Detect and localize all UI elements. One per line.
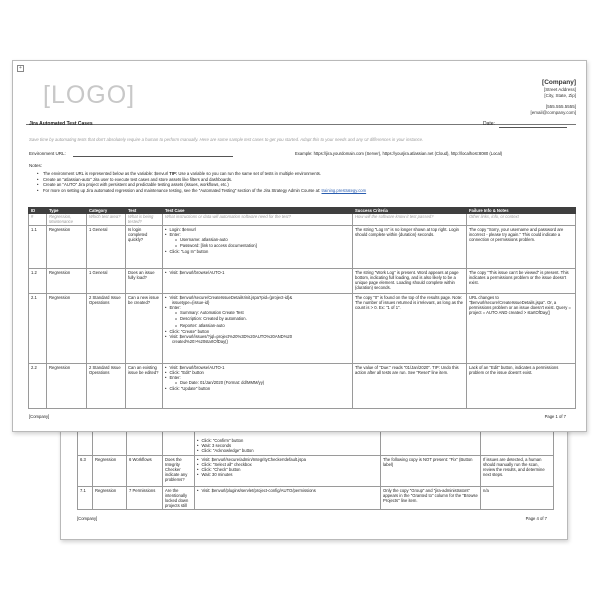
row-test: Does an issue fully load? (126, 268, 163, 293)
col-header-category: Category (87, 208, 126, 214)
row-test: Are the intentionally locked down projects still (163, 486, 195, 510)
row-type: Regression (93, 455, 127, 486)
step: o Password: [link to access documentation] (165, 243, 350, 249)
step: o Summary: Automation Create Test (165, 310, 350, 316)
notes-list (37, 171, 366, 193)
step: • Click: "Confirm" button (197, 438, 378, 443)
step: • Enter: (165, 232, 350, 237)
step: • Wait: 30 minutes (197, 472, 378, 477)
step-continuation: issuetype={issue-id} (172, 299, 210, 305)
logo-placeholder: [LOGO] (43, 81, 136, 109)
row-steps (195, 486, 381, 510)
table-row (29, 363, 576, 408)
row-success: The copy "0" is found on the top of the results page. Note: The number of issues returned is irrelevant, as long as the count is > 0. Ex: "1 of 1". (353, 293, 467, 363)
step: • Visit: $envurl/issues/?jql=project%20%3D%20AUTO%20AND%20 (165, 334, 350, 339)
test-case-table (28, 207, 576, 409)
row-success: Only the copy "Group" and "jira-administrators" appears in the "Granted to" column for the "Browse Projects" line item. (381, 486, 481, 510)
row-failure: n/a (481, 486, 554, 510)
row-type: Regression (47, 225, 87, 268)
row-category: 1 General (87, 225, 126, 268)
row-category: 7 Permissions (127, 486, 163, 510)
row-steps (163, 268, 353, 293)
note-item: • Create an "AUTO" Jira project with persistent and predictable testing assets (issues, workflows, etc.) (37, 182, 366, 188)
col-header-failure: Failure Info & Notes (467, 208, 576, 214)
row-id: 6.3 (78, 455, 93, 486)
environment-example: Example: https://jira.yourdomain.com (Server), https://yourjira.atlassian.net (Cloud), http://localhost:8080 (Local) (295, 151, 503, 156)
step: • Click: "Create" button (165, 329, 350, 334)
table-row (78, 455, 554, 486)
row-success: The value of "Due:" reads "01/Jan/2020". TIP: Undo this action after all tests are run. See "Reset" line item. (353, 363, 467, 408)
company-email: [email@company.com] (530, 110, 576, 115)
step: • Click: "Check" button (197, 467, 378, 472)
row-success: The string "Work Log" is present. Word appears at page bottom, indicating full loading, and is also likely to be a unique page element. Loading should complete within {duration} seconds. (353, 268, 467, 293)
row-id: 1.2 (29, 268, 47, 293)
footer-page-number: Page 4 of 7 (525, 516, 547, 521)
step: • Visit: $envurl/browse/AUTO-1 (165, 270, 350, 275)
step: o Description: Created by automation. (165, 316, 350, 322)
row-failure: The copy "Sorry, your username and password are incorrect - please try again." This could indicate a connection or permissions problem. (467, 225, 576, 268)
col-header-success: Success Criteria (353, 208, 467, 214)
step: • Click: "Update" button (165, 386, 350, 391)
row-category: 2 Standard Issue Operations (87, 293, 126, 363)
footer-page-number: Page 1 of 7 (544, 414, 566, 419)
move-handle-icon[interactable]: + (17, 65, 24, 72)
step: • Enter: (165, 305, 350, 310)
front-page (12, 60, 587, 432)
row-type: Regression (93, 486, 127, 510)
environment-url-label: Environment URL: (29, 151, 66, 156)
step: • Click: "Acknowledge" button (197, 448, 378, 453)
step: • Visit: $envurl/secure/admin/IntegrityChecker!default.jspa (197, 457, 378, 462)
footer-company: [Company] (29, 414, 50, 419)
notes-label: Notes: (29, 163, 43, 168)
table-row (78, 486, 554, 510)
step: • Wait: 3 seconds (197, 443, 378, 448)
col-header-id: ID (29, 208, 47, 214)
row-id: 2.1 (29, 293, 47, 363)
row-success: The following copy is NOT present: "Fix" (Button label) (381, 455, 481, 486)
step: • Visit: $envurl/browse/AUTO-1 (165, 365, 350, 370)
note-item: • The environment URL is represented below as the variable: $envurl TIP: Use a variable so you can run the same set of tests in multiple environments. (37, 171, 366, 177)
table-row (29, 225, 576, 268)
step: o Due Date: 01/Jan/2020 (Format: dd/MMM/yy) (165, 380, 350, 386)
row-steps (163, 293, 353, 363)
date-label: Date: (483, 121, 495, 127)
row-failure: URL changes to "$envurl/secure/CreateIssueDetails.jspa". Or, a permissions problem or an issue doesn't exist. Query = project = AUTO AND created > startOfDay() (467, 293, 576, 363)
step: • Enter: (165, 375, 350, 380)
row-test: Can a new issue be created? (126, 293, 163, 363)
table-row (29, 268, 576, 293)
step-continuation: created%20>%20startOfDay() (172, 339, 228, 345)
row-test: Does the Integrity Checker indicate any problems? (163, 455, 195, 486)
row-type: Regression (47, 268, 87, 293)
step: • Login: $envurl (165, 227, 350, 232)
training-link[interactable]: training.prestrategy.com (321, 187, 367, 193)
step: • Visit: $envurl/secure/CreateIssueDetails!init.jspa?pid={project-id}& (165, 295, 350, 300)
row-id: 7.1 (78, 486, 93, 510)
step: • Click: "Edit" button (165, 370, 350, 375)
footer-company: [Company] (77, 516, 98, 521)
company-address: [Street Address] (543, 87, 576, 92)
table-subheader-row: # Regression, Maintenance Which test area? What is being tested? What instructions or data will automation software need for the test? How will the software know it test passed? Other links, info, or context (29, 214, 576, 225)
step: o Username: atlassian-auto (165, 237, 350, 243)
row-steps (163, 363, 353, 408)
step: o Reporter: atlassian-auto (165, 323, 350, 329)
row-id: 1.1 (29, 225, 47, 268)
note-item: • Create an "atlassian-auto" Jira user to execute test cases and store assets like filters and dashboards. (37, 177, 366, 183)
step: • Click: "Log In" button (165, 249, 350, 254)
row-id: 2.2 (29, 363, 47, 408)
company-name: [Company] (542, 79, 576, 86)
company-city: [City, State, Zip] (544, 93, 576, 98)
environment-url-field[interactable] (73, 156, 233, 157)
document-title: Jira Automated Test Cases (29, 121, 93, 127)
step: • Click: "Select all" checkbox (197, 462, 378, 467)
date-field[interactable] (499, 127, 567, 128)
note-item: • For more on setting up Jira automated regression and maintenance testing, see the "Automated Testing" section of the Jira Strategy Admin Course at: training.prestrategy.com (37, 188, 366, 194)
row-failure: The copy "This issue can't be viewed" is present. This indicates a permissions problem or the issue doesn't exist. (467, 268, 576, 293)
row-type: Regression (47, 363, 87, 408)
row-success: The string "Log In" is no longer shown at top right. Login should complete within {duration} seconds. (353, 225, 467, 268)
row-test: Is login completed quickly? (126, 225, 163, 268)
step: • Visit: $envurl/plugins/servlet/project-config/AUTO/permissions (197, 488, 378, 493)
row-category: 2 Standard Issue Operations (87, 363, 126, 408)
row-failure: Lack of an "Edit" button, indicates a permissions problem or the issue doesn't exist. (467, 363, 576, 408)
company-block (531, 79, 577, 116)
row-type: Regression (47, 293, 87, 363)
row-failure: If issues are detected, a human should manually run the scan, review the results, and determine next steps. (481, 455, 554, 486)
row-steps (163, 225, 353, 268)
col-header-test: Test (126, 208, 163, 214)
col-header-type: Type (47, 208, 87, 214)
row-category: 6 Workflows (127, 455, 163, 486)
company-phone: [555.555.5555] (545, 104, 576, 109)
row-test: Can an existing issue be edited? (126, 363, 163, 408)
row-steps (195, 455, 381, 486)
table-row (29, 293, 576, 363)
col-header-test-case: Test Case (163, 208, 353, 214)
row-category: 1 General (87, 268, 126, 293)
intro-text: Save time by automating tests that don't absolutely require a human to perform manually. Here are some sample test cases to get you started. Adapt this to your needs and any UI differences in your instance. (29, 137, 424, 142)
